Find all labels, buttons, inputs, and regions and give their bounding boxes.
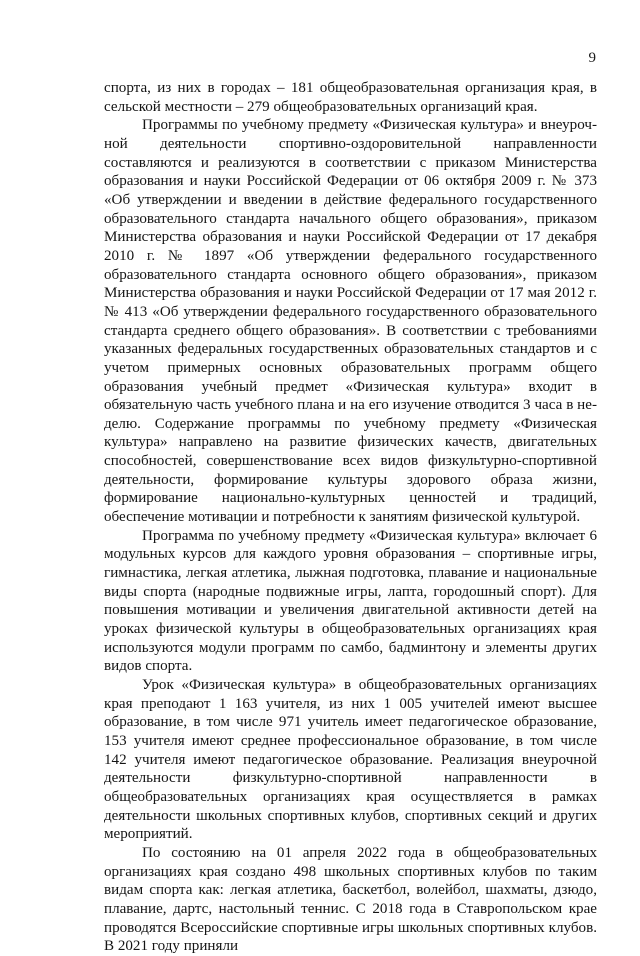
paragraph-2: Программы по учебному предмету «Физическая культура» и внеурочной деятельности спортивно-оздоровительной направленности составляются и реализуются в соответствии с приказом Министерства образования и науки Российской Федерации от 06 октября 2009 г. № 373 «Об утверждении и введении в действие федерального государственного образовательного стандарта начального общего образования», приказом Министерства образования и науки Российской Федерации от 17 декабря 2010 г. № 1897 «Об утверждении федерального государственного образовательного стандарта основного общего образования», приказом Министерства образования и науки Российской Федерации от 17 мая 2012 г. № 413 «Об утверждении федерального государственного образовательного стандарта среднего общего образования». В соответствии с требованиями указанных федеральных государственных образовательных стандартов и с учетом примерных основных образовательных программ общего образования учебный предмет «Физическая культура» входит в обязательную часть учебного плана и на его изучение отводится 3 часа в неделю. Содержание программы по учебному предмету «Физическая культура» направлено на развитие физических качеств, двигательных способностей, совершенствование всех видов физкультурно-спортивной деятельности, формирование культуры здорового образа жизни, формирование национально-культурных ценностей и традиций, обеспечение мотивации и потребности к занятиям физической культурой. bbox=[104, 117, 597, 526]
paragraph-4: Урок «Физическая культура» в общеобразовательных организациях края преподают 1 163 учителя, из них 1 005 учителей имеют высшее образование, в том числе 971 учитель имеет педагогическое образование, 153 учителя имеют среднее профессиональное образование, в том числе 142 учителя имеют педагогическое образование. Реализация внеурочной деятельности физкультурно-спортивной направленности в общеобразовательных организациях края осуществляется в рамках деятельности школьных спортивных клубов, спортивных секций и других мероприятий. bbox=[104, 677, 597, 843]
paragraph-3: Программа по учебному предмету «Физическая культура» включает 6 модульных курсов для каждого уровня образования – спортивные игры, гимнастика, легкая атлетика, лыжная подготовка, плавание и национальные виды спорта (народные подвижные игры, лапта, городошный спорт). Для повышения мотивации и увеличения двигательной активности детей на уроках физической культуры в общеобразовательных организациях края используются модули программ по самбо, бадминтону и элементы других видов спорта. bbox=[104, 527, 597, 675]
page-number: 9 bbox=[588, 50, 596, 66]
paragraph-1: спорта, из них в городах – 181 общеобразовательная организация края, в сельской местности – 279 общеобразовательных организаций края. bbox=[104, 80, 597, 115]
body-text bbox=[104, 79, 597, 956]
paragraph-5: По состоянию на 01 апреля 2022 года в общеобразовательных организациях края создано 498 школьных спортивных клубов по таким видам спорта как: легкая атлетика, баскетбол, волейбол, шахматы, дзюдо, плавание, дартс, настольный теннис. С 2018 года в Ставропольском крае проводятся Всероссийские спортивные игры школьных спортивных клубов. В 2021 году приняли bbox=[104, 844, 597, 955]
